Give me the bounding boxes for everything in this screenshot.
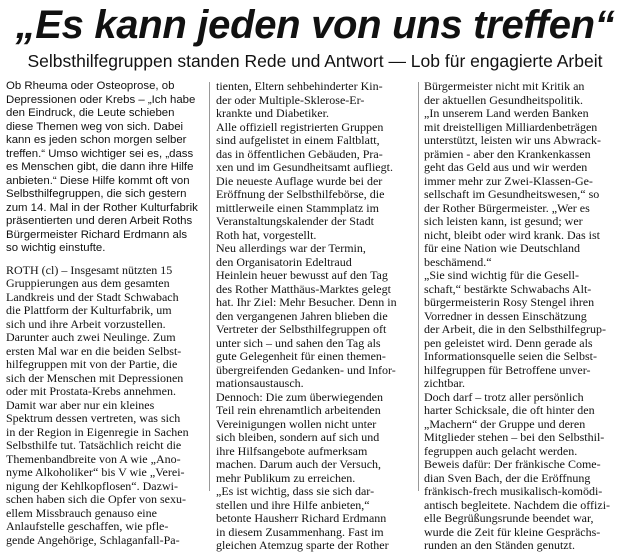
text-line: krankte und Diabetiker. xyxy=(216,106,329,120)
text-line: übergreifenden Gedanken- und Infor- xyxy=(216,362,396,377)
column-divider xyxy=(209,82,210,491)
text-line: ersten Mal war en die beiden Selbst- xyxy=(6,343,182,358)
text-line: nigung der Kehlkopflosen“. Dazwi- xyxy=(6,478,178,493)
text-line: Depressionen oder Krebs – „Ich habe xyxy=(6,93,196,106)
text-line: xen und im Gesundheitsamt aufliegt. xyxy=(216,160,393,174)
text-line: ihre Hilfsangebote aufmerksam xyxy=(216,443,368,458)
text-line: so wichtig einstufte. xyxy=(6,242,106,254)
text-line: „Machern“ der Gruppe und deren xyxy=(424,416,586,431)
text-line: tienten, Eltern sehbehinderter Kin- xyxy=(216,79,383,93)
body-text-column-1 xyxy=(6,264,202,548)
text-line: Teil rein ehrenamtlich arbeitenden xyxy=(216,403,381,417)
text-line: den Organisatorin Edeltraud xyxy=(216,254,352,269)
text-line: kann es jeden schon morgen selber xyxy=(6,134,187,146)
text-line: sind aufgelistet in einem Faltblatt, xyxy=(216,133,380,147)
text-line: runden an den Ständen genutzt. xyxy=(424,538,575,552)
text-line: stellen und ihre Hilfe anbieten,“ xyxy=(216,497,370,512)
text-line: hilfegruppen für Betroffene unver- xyxy=(424,362,591,377)
text-line: für eine Nation wie Deutschland xyxy=(424,241,580,255)
text-line: sich bleiben, sondern auf sich und xyxy=(216,430,380,444)
text-line: Eröffnung der Selbsthilfebörse, die xyxy=(216,187,385,201)
text-line: betonte Hausherr Richard Erdmann xyxy=(216,511,387,525)
text-line: bürgermeisterin Rosy Stengel ihren xyxy=(424,295,595,309)
text-line: sich und ihre Arbeit vorzustellen. xyxy=(6,316,166,331)
article-column-1 xyxy=(6,80,202,547)
text-line: immer mehr zur Zwei-Klassen-Ge- xyxy=(424,173,593,188)
text-line: hilfegruppen mit von der Partie, die xyxy=(6,357,178,371)
text-line: harter Schicksale, die oft hinter den xyxy=(424,403,595,417)
text-line: Gruppierungen aus dem gesamten xyxy=(6,276,170,290)
text-line: geht das Geld aus und wir werden xyxy=(424,160,588,174)
text-line: zum 14. Mal in der Rother Kulturfabrik xyxy=(6,201,198,214)
text-line: nicht, bleibt oder wird krank. Das ist xyxy=(424,227,600,242)
column-divider xyxy=(418,82,419,491)
text-line: Heinlein heuer bewusst auf den Tag xyxy=(216,268,388,282)
text-line: wurde die Zeit für kleine Gesprächs- xyxy=(424,524,601,539)
text-line: Darunter auch zwei Neulinge. Zum xyxy=(6,330,176,344)
text-line: sellschaft im Gesundheitswesen,“ so xyxy=(424,187,600,201)
text-line: des Rother Matthäus-Marktes gelegt xyxy=(216,281,391,296)
text-line: Landkreis und der Stadt Schwabach xyxy=(6,289,179,304)
text-line: beschämend.“ xyxy=(424,254,492,269)
text-line: Vertreter der Selbsthilfegruppen oft xyxy=(216,322,387,336)
text-line: pen geleistet wird. Denn gerade als xyxy=(424,335,593,350)
text-line: fränkisch-frech musikalisch-komödi- xyxy=(424,484,603,498)
text-line: gende Angehörige, Schlaganfall-Pa- xyxy=(6,532,180,547)
text-line: „Sie sind wichtig für die Gesell- xyxy=(424,268,579,282)
text-line: Informationsquelle seien die Selbst- xyxy=(424,349,597,363)
text-line: Doch darf – trotz aller persönlich xyxy=(424,389,584,404)
text-line: Roth hat, vorgestellt. xyxy=(216,227,317,242)
text-line: Veranstaltungskalender der Stadt xyxy=(216,214,374,228)
text-line: Die neueste Auflage wurde bei der xyxy=(216,173,383,188)
text-line: mit dreistelligen Milliardenbeträgen xyxy=(424,119,598,134)
text-line: Vereinigungen wollen nicht unter xyxy=(216,416,377,431)
text-line: treffen.“ Umso wichtiger sei es, „dass xyxy=(6,147,194,160)
text-line: diese Themen weg von sich. Dabei xyxy=(6,120,184,133)
text-line: den Eindruck, die Leute schieben xyxy=(6,107,175,119)
text-line: in der Region in Eigenregie in Sachen xyxy=(6,424,189,439)
text-line: zichtbar. xyxy=(424,376,465,390)
text-line: Themenbandbreite von A wie „Ano- xyxy=(6,451,181,466)
text-line: unterstützt, leisten wir uns Abwrack- xyxy=(424,133,601,147)
text-line: Bürgermeister Richard Erdmann als xyxy=(6,228,188,241)
text-line: sich leisten kann, ist gesund; wer xyxy=(424,214,583,228)
text-line: den vergangenen Jahren blieben die xyxy=(216,308,388,323)
text-line: gute Gelegenheit für einen themen- xyxy=(216,349,386,363)
text-line: ellem Missbrauch genauso eine xyxy=(6,505,157,520)
text-line: präsentierten und deren Arbeit Roths xyxy=(6,215,193,227)
headline: „Es kann jeden von uns treffen“ xyxy=(15,3,615,47)
text-line: die Plattform der Kulturfabrik, um xyxy=(6,303,172,317)
text-line: Selbsthilfe tut. Tatsächlich reicht die xyxy=(6,438,182,452)
text-line: Mitglieder stehen – bei den Selbsthil- xyxy=(424,430,605,444)
text-line: Beweis dafür: Der fränkische Come- xyxy=(424,457,601,471)
text-line: Neu allerdings war der Termin, xyxy=(216,241,366,255)
subheadline: Selbsthilfegruppen standen Rede und Antwort — Lob für engagierte Arbeit xyxy=(27,51,603,71)
text-line: Spektrum dessen vertreten, was sich xyxy=(6,411,181,425)
text-line: elle Begrüßungsrunde beendet war, xyxy=(424,511,594,525)
text-line: in diesem Zusammenhang. Fast im xyxy=(216,524,384,539)
text-line: unter sich – und sahen den Tag als xyxy=(216,335,381,350)
text-line: schen haben sich die Opfer von sexu- xyxy=(6,492,186,506)
text-line: der aktuellen Gesundheitspolitik. xyxy=(424,92,583,107)
text-line: Ob Rheuma oder Osteoprose, ob xyxy=(6,80,175,92)
text-line: Bürgermeister nicht mit Kritik an xyxy=(424,79,585,93)
text-line: anbieten.“ Diese Hilfe kommt oft von xyxy=(6,174,190,187)
text-line: machen. Darum auch der Versuch, xyxy=(216,457,382,471)
text-line: oder mit Prostata-Krebs annehmen. xyxy=(6,384,176,398)
text-line: es Menschen gibt, die dann ihre Hilfe xyxy=(6,161,194,173)
text-line: „In unserem Land werden Banken xyxy=(424,106,589,120)
lead-paragraph xyxy=(6,80,202,256)
text-line: hat. Ihr Ziel: Mehr Besucher. Denn in xyxy=(216,295,397,309)
text-line: der oder Multiple-Sklerose-Er- xyxy=(216,92,365,107)
text-line: Alle offiziell registrierten Gruppen xyxy=(216,119,384,134)
text-line: prämien - aber den Krankenkassen xyxy=(424,146,591,161)
text-line: Dennoch: Die zum überwiegenden xyxy=(216,389,383,404)
article-column-3 xyxy=(424,79,624,552)
text-line: der Rother Bürgermeister. „Wer es xyxy=(424,200,590,215)
text-line: mationsaustausch. xyxy=(216,376,304,390)
text-line: gleichen Atemzug sparte der Rother xyxy=(216,538,389,552)
text-line: mittlerweile einen Stammplatz im xyxy=(216,200,379,215)
text-line: Vorredner in dessen Einschätzung xyxy=(424,308,587,323)
text-line: der Arbeit, die in den Selbsthilfegrup- xyxy=(424,322,606,336)
text-line: mehr Publikum zu erreichen. xyxy=(216,470,356,485)
text-line: Damit war aber nur ein kleines xyxy=(6,397,155,412)
article-column-2 xyxy=(216,79,412,552)
text-line: nyme Alkoholiker“ bis V wie „Verei- xyxy=(6,465,185,479)
text-line: sich der Menschen mit Depressionen xyxy=(6,370,184,385)
text-line: ROTH (cl) – Insgesamt nützten 15 xyxy=(6,262,173,277)
text-line: dian Sven Bach, der die Eröffnung xyxy=(424,470,591,485)
text-line: „Es ist wichtig, dass sie sich dar- xyxy=(216,484,375,498)
text-line: schaft,“ bestärkte Schwabachs Alt- xyxy=(424,281,592,296)
text-line: fegruppen auch gelacht werden. xyxy=(424,443,578,458)
text-line: das in öffentlichen Gebäuden, Pra- xyxy=(216,146,383,161)
text-line: Anlaufstelle geschaffen, wie pfle- xyxy=(6,519,169,533)
text-line: Selbsthilfegruppen, die sich gestern xyxy=(6,188,187,200)
text-line: antisch begleitete. Nachdem die offizi- xyxy=(424,497,611,512)
